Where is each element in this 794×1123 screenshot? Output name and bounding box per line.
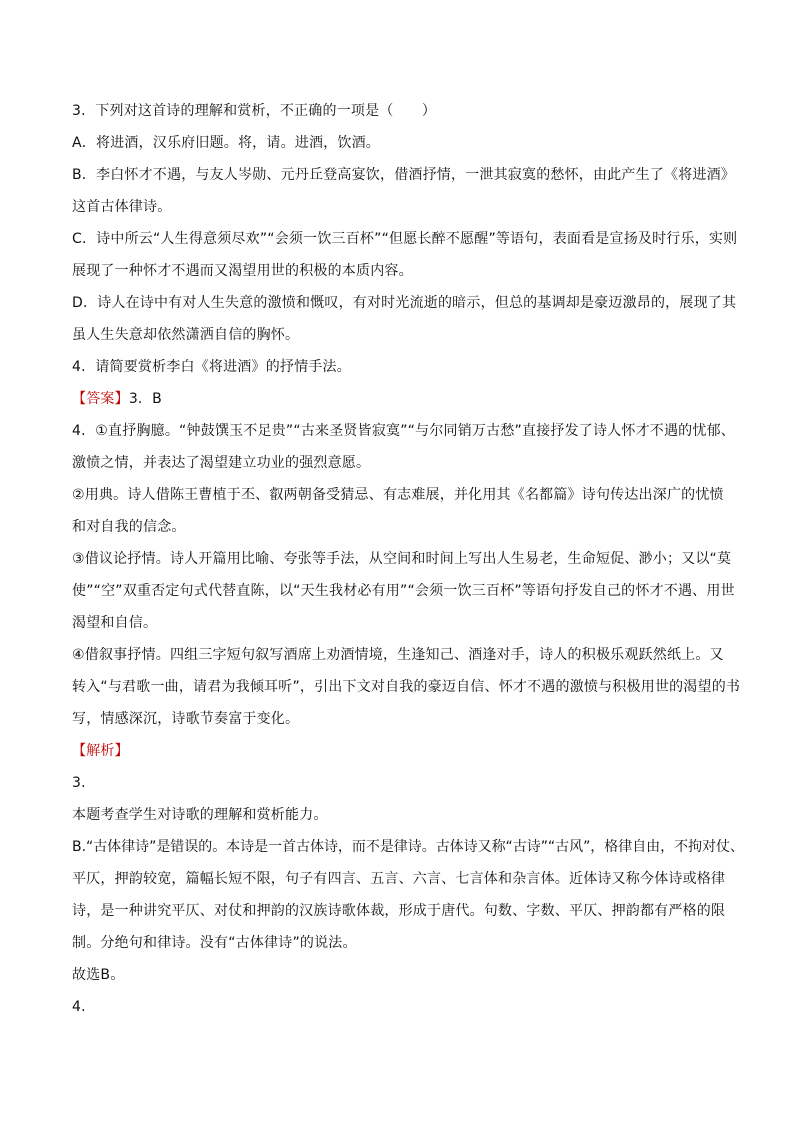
question-3-option-d-line-2: 虽人生失意却依然潇洒自信的胸怀。 (72, 327, 300, 343)
analysis-b-line-4: 制。分绝句和律诗。没有“古体律诗”的说法。 (72, 935, 357, 951)
question-3-option-a: A．将进酒，汉乐府旧题。将，请。进酒，饮酒。 (72, 135, 380, 151)
answer-q4-point-4-line-1: ④借叙事抒情。四组三字短句叙写酒席上劝酒情境，生逢知己、酒逢对手，诗人的积极乐观跃然纸上。又 (72, 647, 724, 663)
answer-label: 【答案】 (72, 391, 129, 407)
answer-q4-point-4-line-2: 转入“与君歌一曲，请君为我倾耳听”，引出下文对自我的豪迈自信、怀才不遇的激愤与积极用世的渴望的书 (72, 679, 741, 695)
analysis-b-line-1: B.“古体律诗”是错误的。本诗是一首古体诗，而不是律诗。古体诗又称“古诗”“古风”，格律自由，不拘对仗、 (72, 839, 744, 855)
analysis-conclusion: 故选B。 (72, 967, 125, 983)
analysis-label: 【解析】 (72, 743, 129, 759)
question-3-option-d-line-1: D．诗人在诗中有对人生失意的激愤和慨叹，有对时光流逝的暗示，但总的基调却是豪迈激昂的，展现了其 (72, 295, 737, 311)
answer-q4-point-1-line-1: 4．①直抒胸臆。“钟鼓馔玉不足贵”“古来圣贤皆寂寞”“与尔同销万古愁”直接抒发了诗人怀才不遇的忧郁、 (72, 423, 735, 439)
question-3-option-b-line-2: 这首古体律诗。 (72, 199, 172, 215)
analysis-b-line-3: 诗，是一种讲究平仄、对仗和押韵的汉族诗歌体裁，形成于唐代。句数、字数、平仄、押韵都有严格的限 (72, 903, 726, 919)
analysis-number-3: 3． (72, 775, 96, 791)
answer-q3: 3．B (128, 391, 162, 407)
answer-q4-point-3-line-2: 使”“空”双重否定句式代替直陈，以“天生我材必有用”“会须一饮三百杯”等语句抒发自己的怀才不遇、用世 (72, 583, 735, 599)
analysis-b-line-2: 平仄，押韵较宽，篇幅长短不限，句子有四言、五言、六言、七言体和杂言体。近体诗又称今体诗或格律 (72, 871, 726, 887)
answer-q4-point-4-line-3: 写，情感深沉，诗歌节奏富于变化。 (72, 711, 300, 727)
answer-q4-point-2-line-2: 和对自我的信念。 (72, 519, 186, 535)
answer-q4-point-1-line-2: 激愤之情，并表达了渴望建立功业的强烈意愿。 (72, 455, 371, 471)
analysis-intro: 本题考查学生对诗歌的理解和赏析能力。 (72, 807, 328, 823)
question-3-option-b-line-1: B．李白怀才不遇，与友人岑勋、元丹丘登高宴饮，借酒抒情，一泄其寂寞的愁怀，由此产生了《将进酒》 (72, 167, 736, 183)
answer-q4-point-3-line-1: ③借议论抒情。诗人开篇用比喻、夸张等手法，从空间和时间上写出人生易老，生命短促、渺小；又以“莫 (72, 551, 732, 567)
answer-q4-point-3-line-3: 渴望和自信。 (72, 615, 158, 631)
question-3-stem: 3．下列对这首诗的理解和赏析，不正确的一项是（ ） (72, 103, 437, 119)
answer-q4-point-2-line-1: ②用典。诗人借陈王曹植于丕、叡两朝备受猜忌、有志难展，并化用其《名都篇》诗句传达出深广的忧愤 (72, 487, 724, 503)
question-3-option-c-line-1: C．诗中所云“人生得意须尽欢”“会须一饮三百杯”“但愿长醉不愿醒”等语句，表面看是宣扬及时行乐，实则 (72, 231, 738, 247)
analysis-number-4: 4． (72, 999, 96, 1015)
answer-line (72, 389, 162, 409)
question-4-stem: 4．请简要赏析李白《将进酒》的抒情手法。 (72, 359, 351, 375)
question-3-option-c-line-2: 展现了一种怀才不遇而又渴望用世的积极的本质内容。 (72, 263, 413, 279)
